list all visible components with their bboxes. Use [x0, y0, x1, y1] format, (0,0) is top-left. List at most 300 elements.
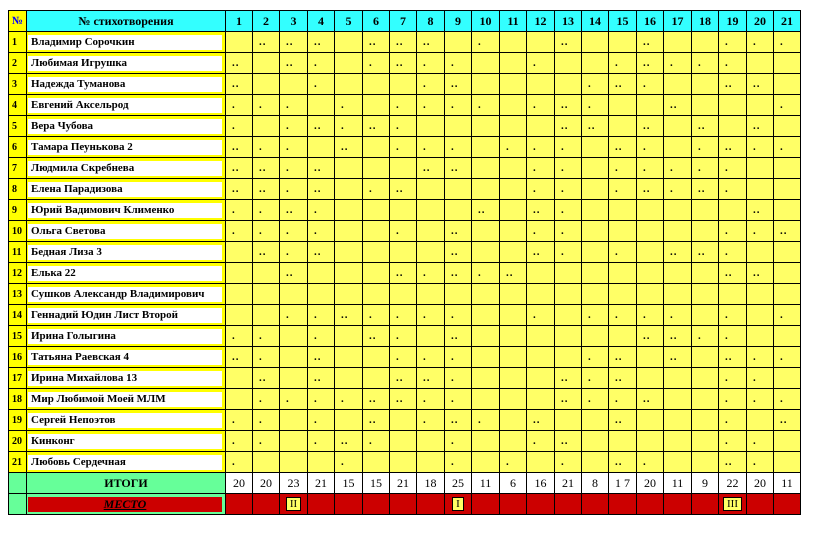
- score-cell: [363, 158, 390, 179]
- score-cell: [555, 326, 582, 347]
- row-number: 8: [9, 179, 27, 200]
- score-cell: [582, 137, 609, 158]
- score-cell: .: [445, 452, 472, 473]
- score-cell: .: [637, 305, 664, 326]
- score-cell: [664, 263, 692, 284]
- score-cell: [280, 284, 308, 305]
- score-cell: [500, 284, 527, 305]
- score-cell: [664, 32, 692, 53]
- row-number: 13: [9, 284, 27, 305]
- score-cell: [280, 347, 308, 368]
- score-cell: ..: [226, 158, 253, 179]
- score-cell: [335, 74, 363, 95]
- score-cell: [280, 410, 308, 431]
- participant-name-cell: [27, 221, 226, 242]
- score-cell: [527, 32, 555, 53]
- score-cell: ..: [308, 179, 335, 200]
- score-cell: [253, 284, 280, 305]
- score-cell: [335, 263, 363, 284]
- score-cell: [500, 221, 527, 242]
- participant-name: Ирина Голыгина: [28, 329, 222, 344]
- score-cell: [226, 284, 253, 305]
- header-poem-column: 9: [445, 11, 472, 32]
- score-cell: [527, 74, 555, 95]
- header-poem-column: 14: [582, 11, 609, 32]
- score-cell: ..: [555, 368, 582, 389]
- score-cell: ..: [609, 368, 637, 389]
- participant-row: [9, 305, 801, 326]
- score-cell: .: [390, 95, 417, 116]
- score-cell: .: [555, 200, 582, 221]
- score-cell: .: [719, 221, 747, 242]
- score-cell: .: [637, 137, 664, 158]
- place-rank: I: [452, 497, 464, 511]
- place-cell: [500, 494, 527, 515]
- score-cell: .: [253, 200, 280, 221]
- participant-name-cell: [27, 32, 226, 53]
- score-cell: [390, 410, 417, 431]
- score-cell: ..: [637, 179, 664, 200]
- score-cell: ..: [390, 389, 417, 410]
- score-cell: .: [719, 368, 747, 389]
- score-cell: [774, 158, 801, 179]
- score-cell: ..: [253, 179, 280, 200]
- score-cell: .: [417, 305, 445, 326]
- participant-name: Сушков Александр Владимирович: [28, 287, 222, 302]
- score-cell: [637, 368, 664, 389]
- score-cell: .: [774, 305, 801, 326]
- score-cell: ..: [417, 368, 445, 389]
- score-cell: [335, 200, 363, 221]
- totals-pad-cell: [9, 473, 27, 494]
- score-cell: [747, 158, 774, 179]
- score-cell: [500, 116, 527, 137]
- participant-name-cell: [27, 74, 226, 95]
- score-cell: ..: [308, 368, 335, 389]
- score-cell: [500, 179, 527, 200]
- total-value: 15: [335, 473, 363, 494]
- score-cell: [472, 158, 500, 179]
- score-cell: .: [527, 137, 555, 158]
- score-cell: [692, 389, 719, 410]
- score-cell: .: [719, 389, 747, 410]
- score-cell: ..: [747, 200, 774, 221]
- score-cell: .: [390, 305, 417, 326]
- score-cell: [363, 284, 390, 305]
- score-cell: .: [555, 158, 582, 179]
- participant-name: Кинконг: [28, 434, 222, 449]
- score-cell: [692, 263, 719, 284]
- score-cell: .: [417, 137, 445, 158]
- score-cell: .: [472, 263, 500, 284]
- score-cell: .: [527, 158, 555, 179]
- score-cell: ..: [472, 200, 500, 221]
- score-cell: ..: [609, 452, 637, 473]
- score-cell: [280, 326, 308, 347]
- participant-name-cell: [27, 263, 226, 284]
- place-label: МЕСТО: [28, 497, 222, 512]
- header-poem-column: 7: [390, 11, 417, 32]
- place-cell: [774, 494, 801, 515]
- participant-name-cell: [27, 284, 226, 305]
- participant-name-cell: [27, 53, 226, 74]
- score-cell: ..: [582, 116, 609, 137]
- score-cell: [719, 284, 747, 305]
- score-cell: [637, 410, 664, 431]
- score-cell: [500, 410, 527, 431]
- score-cell: ..: [226, 179, 253, 200]
- header-poem-column: 1: [226, 11, 253, 32]
- total-value: 20: [747, 473, 774, 494]
- score-cell: [582, 410, 609, 431]
- total-value: 20: [226, 473, 253, 494]
- score-cell: [692, 368, 719, 389]
- score-cell: .: [719, 305, 747, 326]
- score-cell: [417, 431, 445, 452]
- score-cell: [417, 452, 445, 473]
- participant-row: [9, 368, 801, 389]
- score-cell: .: [500, 137, 527, 158]
- score-cell: .: [308, 305, 335, 326]
- score-cell: ..: [417, 32, 445, 53]
- score-cell: .: [774, 137, 801, 158]
- score-cell: [637, 431, 664, 452]
- score-cell: .: [582, 389, 609, 410]
- score-cell: .: [747, 221, 774, 242]
- score-cell: [472, 347, 500, 368]
- score-cell: [555, 410, 582, 431]
- score-cell: ..: [308, 116, 335, 137]
- score-cell: [308, 95, 335, 116]
- score-cell: [226, 389, 253, 410]
- score-cell: ..: [692, 242, 719, 263]
- score-cell: .: [280, 305, 308, 326]
- participant-row: [9, 284, 801, 305]
- score-cell: [637, 263, 664, 284]
- total-value: 9: [692, 473, 719, 494]
- score-cell: ..: [308, 32, 335, 53]
- score-cell: [637, 200, 664, 221]
- score-cell: [774, 263, 801, 284]
- score-cell: .: [719, 53, 747, 74]
- score-cell: ..: [719, 347, 747, 368]
- score-cell: .: [747, 452, 774, 473]
- score-cell: [500, 53, 527, 74]
- score-cell: ..: [664, 347, 692, 368]
- score-cell: [664, 410, 692, 431]
- score-cell: [527, 263, 555, 284]
- score-cell: [445, 179, 472, 200]
- header-row: [9, 11, 801, 32]
- score-cell: ..: [280, 263, 308, 284]
- score-cell: .: [253, 221, 280, 242]
- score-cell: [226, 32, 253, 53]
- place-cell: [390, 494, 417, 515]
- score-cell: ..: [774, 221, 801, 242]
- score-cell: [445, 200, 472, 221]
- score-cell: [637, 347, 664, 368]
- score-cell: ..: [308, 158, 335, 179]
- score-cell: ..: [226, 137, 253, 158]
- score-cell: .: [253, 347, 280, 368]
- score-cell: [363, 137, 390, 158]
- score-cell: ..: [664, 326, 692, 347]
- score-cell: ..: [335, 431, 363, 452]
- score-cell: .: [417, 95, 445, 116]
- score-cell: ..: [637, 116, 664, 137]
- score-cell: ..: [226, 74, 253, 95]
- place-cell: [226, 494, 253, 515]
- participant-name-cell: [27, 116, 226, 137]
- score-cell: ..: [637, 326, 664, 347]
- score-cell: [280, 74, 308, 95]
- score-cell: [335, 53, 363, 74]
- row-number: 9: [9, 200, 27, 221]
- score-cell: .: [417, 74, 445, 95]
- score-cell: [637, 221, 664, 242]
- place-cell: [719, 494, 747, 515]
- row-number: 6: [9, 137, 27, 158]
- score-cell: .: [417, 263, 445, 284]
- poetry-ranking-table: [8, 10, 801, 515]
- score-cell: .: [582, 368, 609, 389]
- participant-row: [9, 326, 801, 347]
- score-cell: ..: [609, 410, 637, 431]
- score-cell: [335, 179, 363, 200]
- participant-name-cell: [27, 326, 226, 347]
- score-cell: [500, 326, 527, 347]
- score-cell: ..: [527, 200, 555, 221]
- score-cell: .: [637, 158, 664, 179]
- score-cell: [417, 284, 445, 305]
- row-number: 12: [9, 263, 27, 284]
- score-cell: .: [363, 53, 390, 74]
- participant-row: [9, 158, 801, 179]
- score-cell: [363, 242, 390, 263]
- score-cell: [390, 158, 417, 179]
- header-poem-column: 21: [774, 11, 801, 32]
- score-cell: .: [445, 389, 472, 410]
- score-cell: ..: [445, 74, 472, 95]
- score-cell: .: [472, 32, 500, 53]
- participant-row: [9, 389, 801, 410]
- participant-row: [9, 200, 801, 221]
- score-cell: [363, 263, 390, 284]
- total-value: 11: [774, 473, 801, 494]
- score-cell: [472, 137, 500, 158]
- score-cell: ..: [335, 305, 363, 326]
- score-cell: [582, 179, 609, 200]
- header-poem-column: 2: [253, 11, 280, 32]
- participant-name-cell: [27, 410, 226, 431]
- row-number: 14: [9, 305, 27, 326]
- score-cell: .: [445, 95, 472, 116]
- score-cell: [582, 200, 609, 221]
- participant-name: Любимая Игрушка: [28, 56, 222, 71]
- score-cell: [664, 116, 692, 137]
- score-cell: .: [308, 410, 335, 431]
- score-cell: .: [719, 179, 747, 200]
- participant-row: [9, 221, 801, 242]
- score-cell: [363, 452, 390, 473]
- score-cell: [500, 158, 527, 179]
- score-cell: [390, 242, 417, 263]
- score-cell: ..: [637, 389, 664, 410]
- score-cell: [582, 326, 609, 347]
- score-cell: [500, 74, 527, 95]
- score-cell: .: [472, 95, 500, 116]
- score-cell: [774, 452, 801, 473]
- total-value: 18: [417, 473, 445, 494]
- score-cell: .: [390, 137, 417, 158]
- score-cell: [363, 221, 390, 242]
- score-cell: [692, 431, 719, 452]
- score-cell: .: [719, 158, 747, 179]
- participant-name-cell: [27, 368, 226, 389]
- score-cell: [472, 368, 500, 389]
- total-value: 20: [637, 473, 664, 494]
- place-cell: [664, 494, 692, 515]
- score-cell: .: [609, 389, 637, 410]
- score-cell: [472, 389, 500, 410]
- score-cell: .: [280, 389, 308, 410]
- score-cell: .: [747, 347, 774, 368]
- score-cell: [253, 263, 280, 284]
- score-cell: ..: [280, 32, 308, 53]
- score-cell: .: [280, 158, 308, 179]
- total-value: 15: [363, 473, 390, 494]
- score-cell: .: [747, 368, 774, 389]
- score-cell: [500, 347, 527, 368]
- score-cell: ..: [692, 116, 719, 137]
- score-cell: ..: [390, 263, 417, 284]
- score-cell: ..: [664, 95, 692, 116]
- place-cell: [582, 494, 609, 515]
- score-cell: [472, 326, 500, 347]
- score-cell: .: [719, 242, 747, 263]
- score-cell: [774, 284, 801, 305]
- total-value: 20: [253, 473, 280, 494]
- place-cell: [280, 494, 308, 515]
- score-cell: .: [390, 116, 417, 137]
- total-value: 11: [472, 473, 500, 494]
- participant-name: Юрий Вадимович Клименко: [28, 203, 222, 218]
- score-cell: .: [664, 53, 692, 74]
- score-cell: [500, 200, 527, 221]
- score-cell: [582, 53, 609, 74]
- score-cell: [253, 74, 280, 95]
- score-cell: .: [335, 389, 363, 410]
- score-cell: [390, 74, 417, 95]
- score-cell: [692, 32, 719, 53]
- score-cell: [719, 200, 747, 221]
- score-cell: [472, 221, 500, 242]
- place-cell: [417, 494, 445, 515]
- participant-name-cell: [27, 158, 226, 179]
- score-cell: [363, 368, 390, 389]
- place-rank: III: [723, 497, 742, 511]
- score-cell: ..: [692, 179, 719, 200]
- score-cell: [555, 53, 582, 74]
- score-cell: .: [308, 326, 335, 347]
- score-cell: [472, 74, 500, 95]
- score-cell: [747, 284, 774, 305]
- participant-name-cell: [27, 242, 226, 263]
- score-cell: ..: [555, 32, 582, 53]
- score-cell: .: [363, 305, 390, 326]
- score-cell: .: [335, 95, 363, 116]
- score-cell: [417, 242, 445, 263]
- score-cell: .: [472, 410, 500, 431]
- totals-row: [9, 473, 801, 494]
- score-cell: .: [226, 452, 253, 473]
- participant-row: [9, 263, 801, 284]
- score-cell: .: [582, 95, 609, 116]
- score-cell: ..: [609, 137, 637, 158]
- score-cell: ..: [555, 431, 582, 452]
- score-cell: ..: [308, 242, 335, 263]
- score-cell: [280, 368, 308, 389]
- participant-row: [9, 32, 801, 53]
- participant-name-cell: [27, 389, 226, 410]
- header-poem-column: 11: [500, 11, 527, 32]
- header-poem-column: 6: [363, 11, 390, 32]
- score-cell: .: [308, 200, 335, 221]
- score-cell: [555, 305, 582, 326]
- score-cell: [527, 116, 555, 137]
- header-poem-column: 10: [472, 11, 500, 32]
- score-cell: [308, 284, 335, 305]
- total-value: 22: [719, 473, 747, 494]
- score-cell: ..: [527, 410, 555, 431]
- score-cell: [500, 95, 527, 116]
- score-cell: ..: [308, 347, 335, 368]
- score-cell: [609, 116, 637, 137]
- participant-row: [9, 116, 801, 137]
- place-row: [9, 494, 801, 515]
- score-cell: [664, 221, 692, 242]
- score-cell: [472, 305, 500, 326]
- score-cell: .: [253, 326, 280, 347]
- score-cell: ..: [363, 32, 390, 53]
- score-cell: .: [500, 452, 527, 473]
- score-cell: .: [774, 347, 801, 368]
- score-cell: .: [692, 53, 719, 74]
- score-cell: .: [280, 116, 308, 137]
- participant-row: [9, 179, 801, 200]
- score-cell: .: [390, 326, 417, 347]
- row-number: 7: [9, 158, 27, 179]
- score-cell: [226, 263, 253, 284]
- total-value: 25: [445, 473, 472, 494]
- participant-name-cell: [27, 452, 226, 473]
- score-cell: [582, 263, 609, 284]
- row-number: 10: [9, 221, 27, 242]
- score-cell: .: [226, 221, 253, 242]
- score-cell: [417, 200, 445, 221]
- score-cell: .: [582, 305, 609, 326]
- score-cell: ..: [747, 74, 774, 95]
- score-cell: .: [226, 326, 253, 347]
- score-cell: [609, 32, 637, 53]
- score-cell: ..: [719, 137, 747, 158]
- score-cell: [747, 410, 774, 431]
- row-number: 18: [9, 389, 27, 410]
- score-cell: [500, 431, 527, 452]
- score-cell: [445, 116, 472, 137]
- score-cell: .: [417, 410, 445, 431]
- score-cell: .: [308, 53, 335, 74]
